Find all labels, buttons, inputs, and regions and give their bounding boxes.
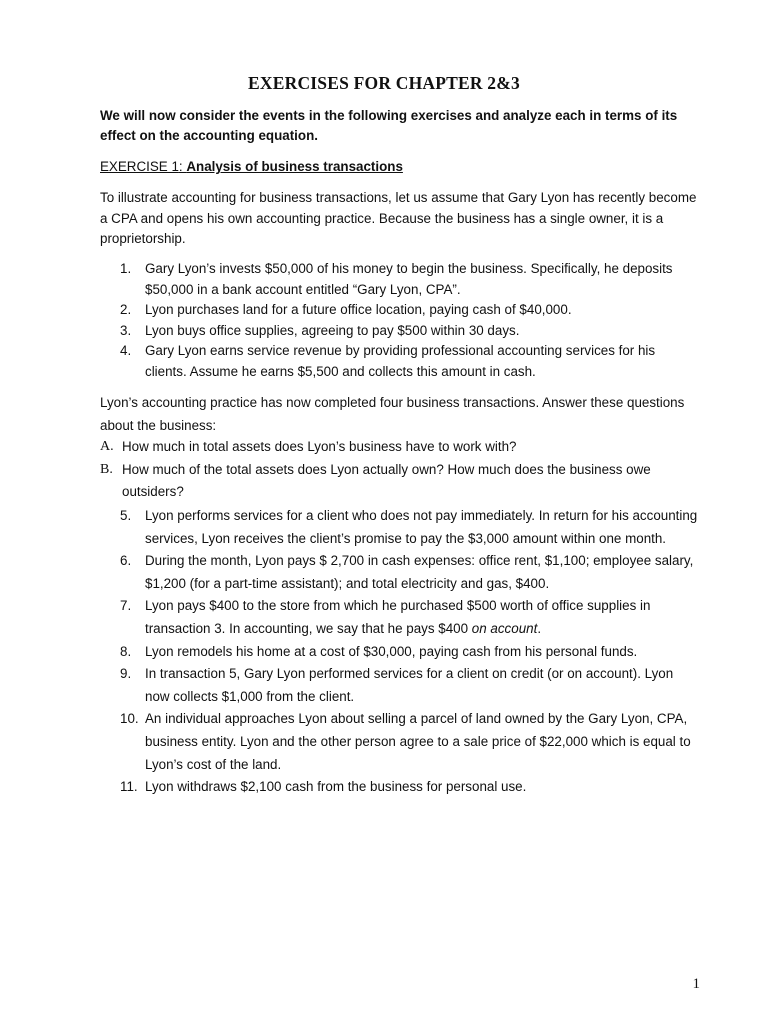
page-number: 1 xyxy=(692,976,700,992)
exercise-heading xyxy=(100,157,700,177)
list-item: 7. Lyon pays $400 to the store from which he purchased $500 worth of office supplies in transaction 3. In accounting, we say that he pays $400 on account. xyxy=(120,598,651,636)
paragraph-intro-lyon: To illustrate accounting for business transactions, let us assume that Gary Lyon has recently become a CPA and opens his own accounting practice. Because the business has a single owner, it is a proprietorship. xyxy=(100,190,697,246)
list-item: 4. Gary Lyon earns service revenue by providing professional accounting services for his clients. Assume he earns $5,500 and collects this amount in cash. xyxy=(120,343,656,379)
transaction-list-2 xyxy=(100,505,700,799)
list-item: 6. During the month, Lyon pays $ 2,700 in cash expenses: office rent, $1,100; employee salary, $1,200 (for a part-time assistant); and total electricity and gas, $400. xyxy=(120,553,694,591)
list-item: 1. Gary Lyon’s invests $50,000 of his money to begin the business. Specifically, he deposits $50,000 in a bank account entitled “Gary Lyon, CPA”. xyxy=(120,261,673,297)
transaction-list-1 xyxy=(100,259,700,382)
list-item: 8. Lyon remodels his home at a cost of $30,000, paying cash from his personal funds. xyxy=(120,643,638,659)
list-item: 11. Lyon withdraws $2,100 cash from the business for personal use. xyxy=(120,779,527,795)
question-list xyxy=(100,436,700,504)
list-item: A. How much in total assets does Lyon’s business have to work with? xyxy=(100,439,517,454)
intro-paragraph: We will now consider the events in the following exercises and analyze each in terms of its effect on the accounting equation. xyxy=(100,108,678,143)
list-item: 10. An individual approaches Lyon about selling a parcel of land owned by the Gary Lyon, CPA, business entity. Lyon and the other person agree to a sale price of $22,000 which is equal to Lyon’s cost of the land. xyxy=(120,711,691,772)
list-item: B. How much of the total assets does Lyon actually own? How much does the business owe outsiders? xyxy=(100,461,651,500)
list-item: 5. Lyon performs services for a client who does not pay immediately. In return for his accounting services, Lyon receives the client’s promise to pay the $3,000 amount within one month. xyxy=(120,508,698,546)
page-title: EXERCISES FOR CHAPTER 2&3 xyxy=(248,73,520,93)
list-item: 9. In transaction 5, Gary Lyon performed services for a client on credit (or on account). Lyon now collects $1,000 from the client. xyxy=(120,666,674,704)
list-item: 3. Lyon buys office supplies, agreeing to pay $500 within 30 days. xyxy=(120,322,520,338)
list-item: 2. Lyon purchases land for a future office location, paying cash of $40,000. xyxy=(120,302,572,317)
exercise-label: EXERCISE 1 xyxy=(100,159,179,174)
paragraph-questions-intro: Lyon’s accounting practice has now completed four business transactions. Answer these questions about the business: xyxy=(100,395,685,433)
exercise-title: Analysis of business transactions xyxy=(186,159,403,174)
exercise-colon: : xyxy=(178,159,187,174)
